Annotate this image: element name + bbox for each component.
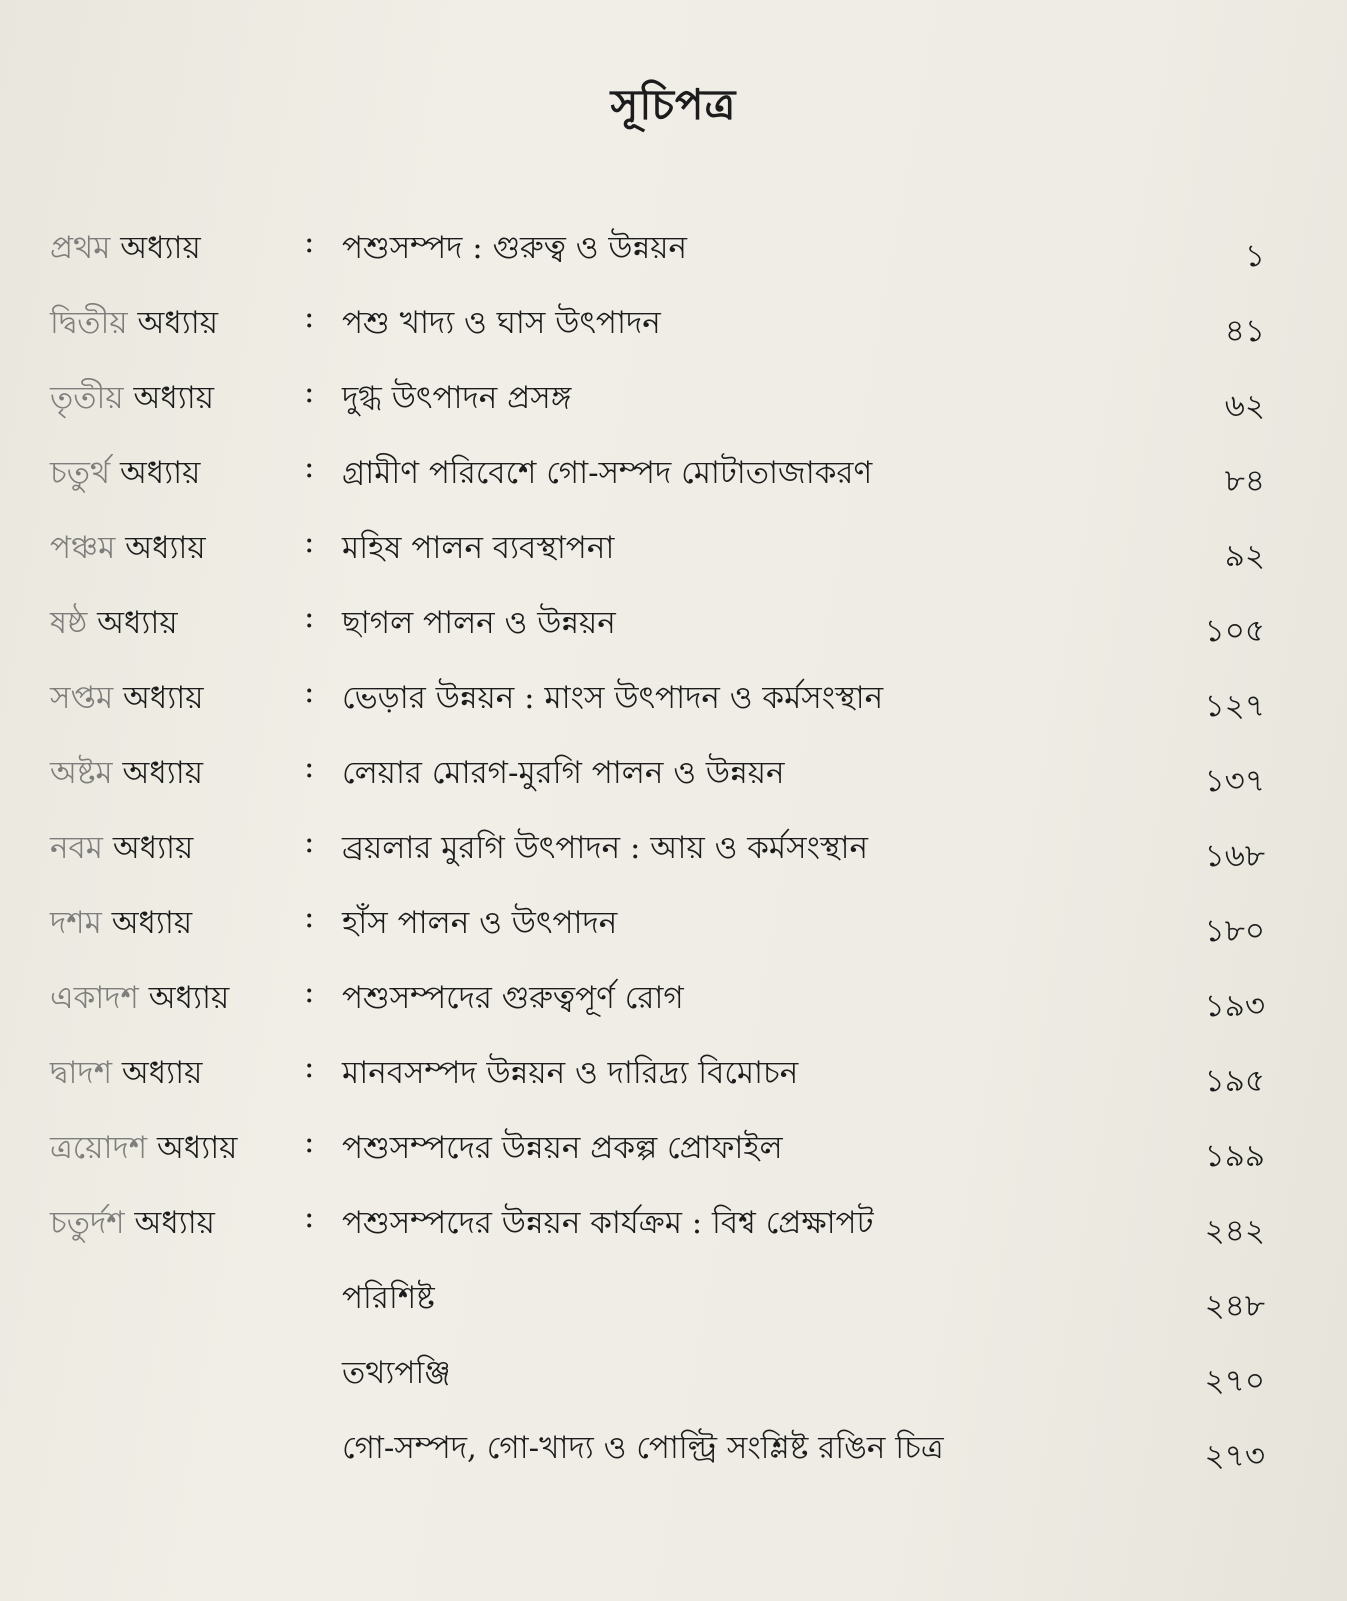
toc-row bbox=[0, 1185, 1347, 1260]
separator: : bbox=[304, 224, 315, 260]
appendix-topic: পরিশিষ্ট bbox=[342, 1280, 435, 1316]
chapter-label bbox=[50, 224, 201, 276]
chapter-ordinal: ষষ্ঠ bbox=[50, 605, 88, 641]
chapter-ordinal: দ্বাদশ bbox=[50, 1055, 113, 1091]
chapter-ordinal: দশম bbox=[50, 905, 102, 941]
chapter-label bbox=[50, 974, 229, 1026]
separator: : bbox=[304, 749, 315, 785]
separator: : bbox=[304, 374, 315, 410]
chapter-word: অধ্যায় bbox=[111, 905, 193, 941]
toc-row bbox=[0, 210, 1347, 285]
chapter-label bbox=[50, 599, 178, 651]
page-number: ১৬৮ bbox=[1204, 838, 1265, 874]
chapter-label bbox=[50, 824, 193, 876]
chapter-topic: দুগ্ধ উৎপাদন প্রসঙ্গ bbox=[342, 380, 572, 416]
chapter-word: অধ্যায় bbox=[97, 605, 178, 641]
page-number: ১৯৩ bbox=[1204, 988, 1265, 1024]
toc-row bbox=[0, 1260, 1347, 1335]
separator: : bbox=[304, 1124, 315, 1160]
chapter-label bbox=[50, 899, 192, 951]
chapter-label bbox=[50, 449, 200, 501]
chapter-label bbox=[50, 299, 218, 351]
toc-row bbox=[0, 435, 1347, 510]
chapter-ordinal: তৃতীয় bbox=[50, 380, 124, 416]
page-number: ১৩৭ bbox=[1204, 763, 1265, 799]
chapter-topic: মহিষ পালন ব্যবস্থাপনা bbox=[342, 530, 615, 566]
page-number: ৯২ bbox=[1224, 538, 1265, 574]
chapter-word: অধ্যায় bbox=[120, 230, 201, 266]
separator: : bbox=[304, 824, 315, 860]
chapter-word: অধ্যায় bbox=[148, 980, 230, 1016]
chapter-ordinal: একাদশ bbox=[50, 980, 139, 1016]
chapter-topic: পশুসম্পদের উন্নয়ন প্রকল্প প্রোফাইল bbox=[342, 1130, 783, 1166]
toc-row bbox=[0, 810, 1347, 885]
page-number: ২৭৩ bbox=[1204, 1438, 1265, 1474]
chapter-word: অধ্যায় bbox=[137, 305, 219, 341]
page-number: ১ bbox=[1244, 238, 1265, 274]
page-number: ১৮০ bbox=[1204, 913, 1265, 949]
chapter-word: অধ্যায় bbox=[112, 830, 194, 866]
chapter-ordinal: দ্বিতীয় bbox=[50, 305, 128, 341]
chapter-word: অধ্যায় bbox=[119, 455, 201, 491]
chapter-topic: হাঁস পালন ও উৎপাদন bbox=[342, 905, 618, 941]
appendix-list bbox=[0, 1260, 1347, 1485]
chapter-word: অধ্যায় bbox=[133, 380, 214, 416]
chapter-topic: গ্রামীণ পরিবেশে গো-সম্পদ মোটাতাজাকরণ bbox=[342, 455, 873, 491]
separator: : bbox=[304, 299, 315, 335]
chapter-label bbox=[50, 674, 204, 726]
page-title: সূচিপত্র bbox=[610, 80, 737, 129]
chapter-ordinal: প্রথম bbox=[50, 230, 111, 266]
toc-list bbox=[0, 210, 1347, 1485]
chapter-topic: পশুসম্পদের উন্নয়ন কার্যক্রম : বিশ্ব প্রেক্ষাপট bbox=[342, 1205, 874, 1241]
separator: : bbox=[304, 1049, 315, 1085]
separator: : bbox=[304, 599, 315, 635]
separator: : bbox=[304, 899, 315, 935]
chapter-ordinal: ত্রয়োদশ bbox=[50, 1130, 148, 1166]
chapter-label bbox=[50, 1124, 237, 1176]
chapter-word: অধ্যায় bbox=[123, 680, 204, 716]
chapter-ordinal: নবম bbox=[50, 830, 103, 866]
chapter-label bbox=[50, 1049, 202, 1101]
bibliography-topic: তথ্যপঞ্জি bbox=[342, 1355, 451, 1391]
page-number: ১৯৫ bbox=[1204, 1063, 1265, 1099]
toc-row bbox=[0, 660, 1347, 735]
chapter-ordinal: অষ্টম bbox=[50, 755, 113, 791]
separator: : bbox=[304, 524, 315, 560]
page-number: ৪১ bbox=[1224, 313, 1265, 349]
chapter-topic: পশু খাদ্য ও ঘাস উৎপাদন bbox=[342, 305, 661, 341]
toc-row bbox=[0, 1335, 1347, 1410]
separator: : bbox=[304, 974, 315, 1010]
chapter-topic: ছাগল পালন ও উন্নয়ন bbox=[342, 605, 616, 641]
chapter-label bbox=[50, 749, 203, 801]
separator: : bbox=[304, 449, 315, 485]
chapter-topic: পশুসম্পদ : গুরুত্ব ও উন্নয়ন bbox=[342, 230, 688, 266]
chapter-word: অধ্যায় bbox=[156, 1130, 238, 1166]
chapter-topic: ব্রয়লার মুরগি উৎপাদন : আয় ও কর্মসংস্থান bbox=[342, 830, 868, 866]
toc-row bbox=[0, 510, 1347, 585]
page-number: ১৯৯ bbox=[1204, 1138, 1265, 1174]
chapter-ordinal: চতুর্দশ bbox=[50, 1205, 125, 1241]
toc-row bbox=[0, 885, 1347, 960]
chapter-label bbox=[50, 1199, 215, 1251]
chapter-topic: পশুসম্পদের গুরুত্বপূর্ণ রোগ bbox=[342, 980, 684, 1016]
chapter-word: অধ্যায় bbox=[122, 755, 203, 791]
toc-row bbox=[0, 1410, 1347, 1485]
toc-row bbox=[0, 960, 1347, 1035]
page-number: ২৭০ bbox=[1204, 1363, 1265, 1399]
page-number: ৮৪ bbox=[1224, 463, 1265, 499]
chapter-word: অধ্যায় bbox=[134, 1205, 215, 1241]
color-plates-topic: গো-সম্পদ, গো-খাদ্য ও পোল্ট্রি সংশ্লিষ্ট রঙিন চিত্র bbox=[342, 1430, 944, 1466]
toc-row bbox=[0, 585, 1347, 660]
toc-row bbox=[0, 1110, 1347, 1185]
chapter-ordinal: চতুর্থ bbox=[50, 455, 111, 491]
separator: : bbox=[304, 1199, 315, 1235]
page-number: ১০৫ bbox=[1204, 613, 1265, 649]
chapter-topic: লেয়ার মোরগ-মুরগি পালন ও উন্নয়ন bbox=[342, 755, 785, 791]
page-number: ১২৭ bbox=[1204, 688, 1265, 724]
chapter-word: অধ্যায় bbox=[125, 530, 206, 566]
page-number: ৬২ bbox=[1224, 388, 1265, 424]
chapter-label bbox=[50, 374, 214, 426]
toc-row bbox=[0, 735, 1347, 810]
chapter-topic: ভেড়ার উন্নয়ন : মাংস উৎপাদন ও কর্মসংস্থান bbox=[342, 680, 884, 716]
page-number: ২৪২ bbox=[1204, 1213, 1265, 1249]
chapter-word: অধ্যায় bbox=[121, 1055, 203, 1091]
toc-row bbox=[0, 285, 1347, 360]
page-number: ২৪৮ bbox=[1204, 1288, 1265, 1324]
chapter-topic: মানবসম্পদ উন্নয়ন ও দারিদ্র্য বিমোচন bbox=[342, 1055, 799, 1091]
toc-row bbox=[0, 360, 1347, 435]
chapter-ordinal: সপ্তম bbox=[50, 680, 114, 716]
chapter-label bbox=[50, 524, 206, 576]
separator: : bbox=[304, 674, 315, 710]
toc-row bbox=[0, 1035, 1347, 1110]
chapter-ordinal: পঞ্চম bbox=[50, 530, 116, 566]
